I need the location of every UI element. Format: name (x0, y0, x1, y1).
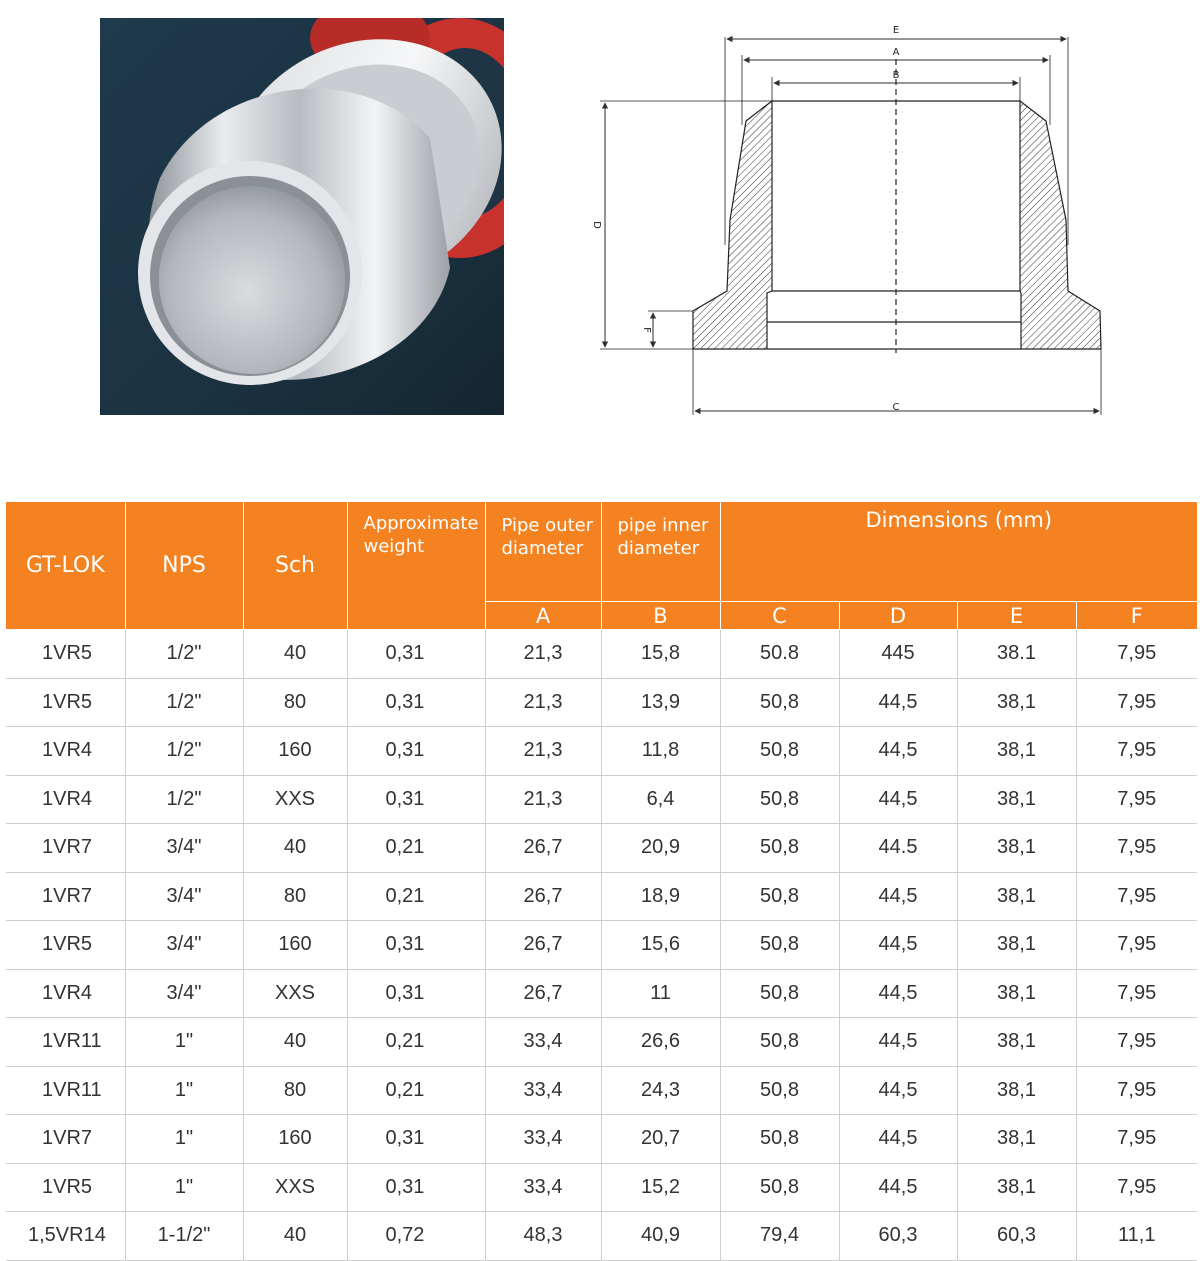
cell-gt-lok: 1VR5 (6, 678, 125, 727)
cell-d: 44,5 (839, 872, 957, 921)
cell-weight: 0,21 (347, 1018, 485, 1067)
cell-sch: 160 (243, 921, 347, 970)
cell-f: 7,95 (1076, 872, 1197, 921)
cell-c: 79,4 (720, 1212, 839, 1261)
cell-b: 40,9 (601, 1212, 720, 1261)
cell-b: 20,9 (601, 824, 720, 873)
cell-sch: 40 (243, 1018, 347, 1067)
cell-sch: XXS (243, 969, 347, 1018)
cell-e: 38,1 (957, 727, 1076, 776)
label-a: A (892, 47, 900, 58)
cell-e: 38,1 (957, 824, 1076, 873)
label-d: D (591, 221, 602, 229)
cell-b: 11 (601, 969, 720, 1018)
cell-f: 7,95 (1076, 678, 1197, 727)
cell-b: 13,9 (601, 678, 720, 727)
cell-c: 50,8 (720, 921, 839, 970)
header-pipe-inner-diameter: pipe inner diameter (601, 502, 720, 602)
label-c: C (892, 402, 900, 413)
cell-weight: 0,21 (347, 824, 485, 873)
cell-sch: XXS (243, 775, 347, 824)
cell-d: 44,5 (839, 921, 957, 970)
cell-b: 15,2 (601, 1163, 720, 1212)
stub-end-photo (100, 18, 504, 415)
table-row (6, 872, 1197, 921)
cell-c: 50,8 (720, 872, 839, 921)
cell-sch: 160 (243, 727, 347, 776)
cell-a: 33,4 (485, 1115, 601, 1164)
cell-nps: 1/2" (125, 727, 243, 776)
cell-d: 44,5 (839, 775, 957, 824)
cell-f: 7,95 (1076, 775, 1197, 824)
cell-sch: 40 (243, 630, 347, 679)
cell-e: 38,1 (957, 1066, 1076, 1115)
cell-nps: 1" (125, 1115, 243, 1164)
cell-gt-lok: 1VR7 (6, 824, 125, 873)
cell-gt-lok: 1VR5 (6, 630, 125, 679)
cell-f: 7,95 (1076, 969, 1197, 1018)
cell-gt-lok: 1VR4 (6, 969, 125, 1018)
table-row (6, 824, 1197, 873)
cell-c: 50.8 (720, 630, 839, 679)
cell-weight: 0,31 (347, 775, 485, 824)
cell-a: 21,3 (485, 678, 601, 727)
cell-e: 60,3 (957, 1212, 1076, 1261)
cell-sch: 80 (243, 1066, 347, 1115)
header-approx-weight: Approximate weight (347, 502, 485, 630)
header-pipe-outer-diameter: Pipe outer diameter (485, 502, 601, 602)
product-photo (100, 18, 504, 415)
cell-gt-lok: 1VR11 (6, 1018, 125, 1067)
cell-d: 44,5 (839, 1163, 957, 1212)
cell-a: 21,3 (485, 727, 601, 776)
cell-e: 38,1 (957, 921, 1076, 970)
cell-a: 26,7 (485, 969, 601, 1018)
cell-weight: 0,31 (347, 969, 485, 1018)
cell-a: 26,7 (485, 921, 601, 970)
cell-c: 50,8 (720, 824, 839, 873)
cell-c: 50,8 (720, 1163, 839, 1212)
cell-e: 38,1 (957, 872, 1076, 921)
cell-a: 26,7 (485, 872, 601, 921)
cell-weight: 0,72 (347, 1212, 485, 1261)
cell-d: 44,5 (839, 1066, 957, 1115)
cell-weight: 0,21 (347, 1066, 485, 1115)
technical-drawing (560, 15, 1160, 435)
cell-f: 7,95 (1076, 1018, 1197, 1067)
cell-nps: 1/2" (125, 630, 243, 679)
cell-d: 44,5 (839, 969, 957, 1018)
cell-b: 11,8 (601, 727, 720, 776)
label-b: B (892, 70, 900, 81)
cell-c: 50,8 (720, 1066, 839, 1115)
cell-nps: 3/4" (125, 921, 243, 970)
cell-weight: 0,21 (347, 872, 485, 921)
cell-f: 7,95 (1076, 727, 1197, 776)
cell-f: 7,95 (1076, 1163, 1197, 1212)
cell-a: 33,4 (485, 1018, 601, 1067)
cell-gt-lok: 1VR7 (6, 1115, 125, 1164)
cell-nps: 1/2" (125, 775, 243, 824)
cell-weight: 0,31 (347, 1163, 485, 1212)
cell-b: 15,8 (601, 630, 720, 679)
cell-weight: 0,31 (347, 678, 485, 727)
table-row (6, 775, 1197, 824)
cell-b: 6,4 (601, 775, 720, 824)
cell-d: 44,5 (839, 678, 957, 727)
cell-e: 38,1 (957, 775, 1076, 824)
cell-a: 26,7 (485, 824, 601, 873)
cell-nps: 1" (125, 1066, 243, 1115)
table-row (6, 1212, 1197, 1261)
table-row (6, 678, 1197, 727)
header-letter-e: E (957, 602, 1076, 630)
header-nps: NPS (125, 502, 243, 630)
cell-nps: 1" (125, 1163, 243, 1212)
cell-sch: 40 (243, 1212, 347, 1261)
cell-weight: 0,31 (347, 727, 485, 776)
cell-a: 48,3 (485, 1212, 601, 1261)
table-row (6, 630, 1197, 679)
cell-d: 44,5 (839, 727, 957, 776)
header-letter-b: B (601, 602, 720, 630)
cell-gt-lok: 1VR4 (6, 727, 125, 776)
cell-sch: XXS (243, 1163, 347, 1212)
cell-f: 7,95 (1076, 630, 1197, 679)
cell-nps: 3/4" (125, 969, 243, 1018)
cell-a: 33,4 (485, 1066, 601, 1115)
cell-b: 15,6 (601, 921, 720, 970)
cell-b: 20,7 (601, 1115, 720, 1164)
cell-a: 33,4 (485, 1163, 601, 1212)
cell-nps: 1/2" (125, 678, 243, 727)
cell-a: 21,3 (485, 630, 601, 679)
cell-b: 26,6 (601, 1018, 720, 1067)
cell-weight: 0,31 (347, 630, 485, 679)
cell-d: 60,3 (839, 1212, 957, 1261)
cell-e: 38.1 (957, 630, 1076, 679)
cell-weight: 0,31 (347, 921, 485, 970)
cell-gt-lok: 1VR4 (6, 775, 125, 824)
label-e: E (892, 25, 900, 36)
cell-sch: 80 (243, 872, 347, 921)
cell-f: 7,95 (1076, 824, 1197, 873)
cell-nps: 3/4" (125, 824, 243, 873)
table-row (6, 1018, 1197, 1067)
header-letter-a: A (485, 602, 601, 630)
cell-gt-lok: 1VR5 (6, 1163, 125, 1212)
cell-nps: 1" (125, 1018, 243, 1067)
header-dimensions: Dimensions (mm) (720, 502, 1197, 602)
cell-d: 44,5 (839, 1115, 957, 1164)
cell-b: 18,9 (601, 872, 720, 921)
cell-e: 38,1 (957, 1018, 1076, 1067)
cell-c: 50,8 (720, 678, 839, 727)
header-letter-f: F (1076, 602, 1197, 630)
cell-a: 21,3 (485, 775, 601, 824)
cell-gt-lok: 1VR7 (6, 872, 125, 921)
table-row (6, 727, 1197, 776)
cell-b: 24,3 (601, 1066, 720, 1115)
table-row (6, 1066, 1197, 1115)
cell-sch: 80 (243, 678, 347, 727)
cell-sch: 40 (243, 824, 347, 873)
cell-c: 50,8 (720, 727, 839, 776)
cell-d: 44,5 (839, 1018, 957, 1067)
cell-sch: 160 (243, 1115, 347, 1164)
cell-e: 38,1 (957, 1115, 1076, 1164)
cell-c: 50,8 (720, 969, 839, 1018)
cell-c: 50,8 (720, 1115, 839, 1164)
table-row (6, 1163, 1197, 1212)
cell-e: 38,1 (957, 1163, 1076, 1212)
cell-d: 445 (839, 630, 957, 679)
cell-f: 11,1 (1076, 1212, 1197, 1261)
cell-f: 7,95 (1076, 921, 1197, 970)
cell-e: 38,1 (957, 969, 1076, 1018)
header-gt-lok: GT-LOK (6, 502, 125, 630)
cell-gt-lok: 1VR5 (6, 921, 125, 970)
cell-nps: 3/4" (125, 872, 243, 921)
table-row (6, 921, 1197, 970)
table-body (6, 630, 1197, 1261)
section-drawing (560, 15, 1160, 435)
cell-gt-lok: 1VR11 (6, 1066, 125, 1115)
header-letter-c: C (720, 602, 839, 630)
table-row (6, 1115, 1197, 1164)
cell-gt-lok: 1,5VR14 (6, 1212, 125, 1261)
header-letter-d: D (839, 602, 957, 630)
cell-f: 7,95 (1076, 1115, 1197, 1164)
header-sch: Sch (243, 502, 347, 630)
cell-d: 44.5 (839, 824, 957, 873)
cell-c: 50,8 (720, 1018, 839, 1067)
cell-f: 7,95 (1076, 1066, 1197, 1115)
label-f: F (641, 327, 652, 333)
cell-c: 50,8 (720, 775, 839, 824)
cell-e: 38,1 (957, 678, 1076, 727)
dimensions-table (6, 502, 1197, 1261)
table-row (6, 969, 1197, 1018)
cell-nps: 1-1/2" (125, 1212, 243, 1261)
cell-weight: 0,31 (347, 1115, 485, 1164)
